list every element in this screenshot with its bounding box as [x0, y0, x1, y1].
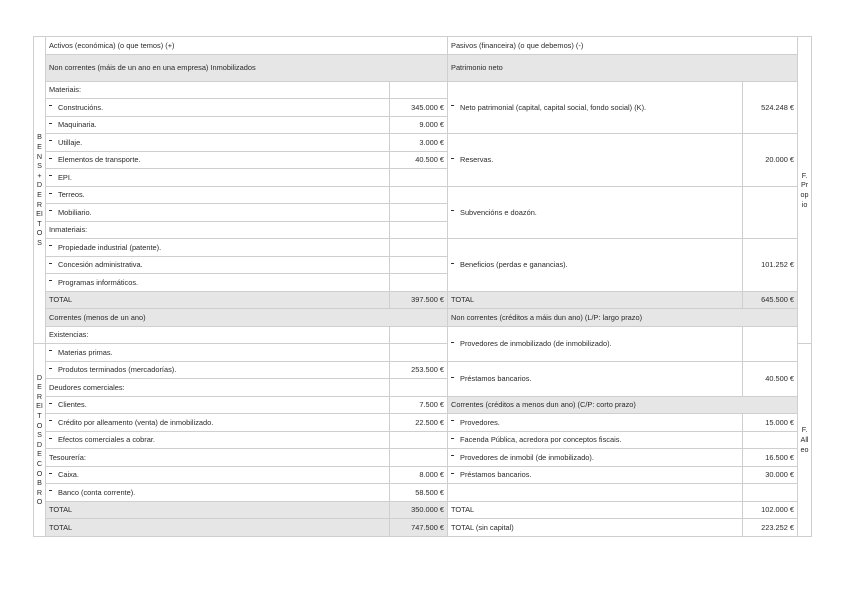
maquinaria-value: 9.000 € [390, 116, 448, 134]
total-pas-label: TOTAL [448, 501, 743, 519]
programas-label: Programas informáticos. [46, 274, 390, 292]
subvencions-value [743, 186, 798, 239]
provedores-inmob-value [743, 326, 798, 361]
materias-value [390, 344, 448, 362]
activo-correntes: Correntes (menos de un ano) [46, 309, 448, 327]
prestamos-lp-label: Préstamos bancarios. [448, 361, 743, 396]
concesion-label: Concesión administrativa. [46, 256, 390, 274]
total-label: TOTAL [46, 519, 390, 537]
pasivo-non-correntes: Non correntes (créditos a máis dun ano) (L/P: largo prazo) [448, 309, 798, 327]
produtos-label: Produtos terminados (mercadorías). [46, 361, 390, 379]
mobiliario-label: Mobiliario. [46, 204, 390, 222]
banco-label: Banco (conta corrente). [46, 484, 390, 502]
subvencions-label: Subvencións e doazón. [448, 186, 743, 239]
programas-value [390, 274, 448, 292]
side-label-right-bottom: F. Alleo [798, 344, 812, 537]
provedores-inmob-label: Provedores de inmobilizado (de inmobilizado). [448, 326, 743, 361]
efectos-value [390, 431, 448, 449]
banco-value: 58.500 € [390, 484, 448, 502]
maquinaria-label: Maquinaria. [46, 116, 390, 134]
propiedade-label: Propiedade industrial (patente). [46, 239, 390, 257]
epi-value [390, 169, 448, 187]
concesion-value [390, 256, 448, 274]
balance-sheet [33, 36, 811, 537]
reservas-value: 20.000 € [743, 134, 798, 187]
epi-label: EPI. [46, 169, 390, 187]
debedores-label: Deudores comerciales: [46, 379, 390, 397]
facenda-value [743, 431, 798, 449]
mobiliario-value [390, 204, 448, 222]
clientes-value: 7.500 € [390, 396, 448, 414]
propiedade-value [390, 239, 448, 257]
materias-label: Materias primas. [46, 344, 390, 362]
utillaje-label: Utillaje. [46, 134, 390, 152]
facenda-label: Facenda Pública, acredora por conceptos fiscais. [448, 431, 743, 449]
terreos-label: Terreos. [46, 186, 390, 204]
existencias-label: Existencias: [46, 326, 390, 344]
construcions-value: 345.000 € [390, 99, 448, 117]
provedores-inmob-cp-value: 16.500 € [743, 449, 798, 467]
side-label-left-top: BENS + DEREITOS [34, 37, 46, 344]
total-nc-value: 397.500 € [390, 291, 448, 309]
inmateriais-label: Inmateriais: [46, 221, 390, 239]
total-pn-label: TOTAL [448, 291, 743, 309]
balance-table [33, 36, 812, 537]
neto-value: 524.248 € [743, 81, 798, 134]
prestamos-lp-value: 40.500 € [743, 361, 798, 396]
elementos-value: 40.500 € [390, 151, 448, 169]
total-sin-label: TOTAL (sin capital) [448, 519, 743, 537]
elementos-label: Elementos de transporte. [46, 151, 390, 169]
prestamos-cp-value: 30.000 € [743, 466, 798, 484]
total-c-value: 350.000 € [390, 501, 448, 519]
credito-value: 22.500 € [390, 414, 448, 432]
activo-non-correntes: Non correntes (máis de un ano en una empresa) Inmobilizados [46, 54, 448, 81]
caixa-value: 8.000 € [390, 466, 448, 484]
total-pn-value: 645.500 € [743, 291, 798, 309]
total-nc-label: TOTAL [46, 291, 390, 309]
total-pas-value: 102.000 € [743, 501, 798, 519]
beneficios-value: 101.252 € [743, 239, 798, 292]
provedores-value: 15.000 € [743, 414, 798, 432]
provedores-inmob-cp-label: Provedores de inmobil (de inmobilizado). [448, 449, 743, 467]
side-label-left-bottom: DEREITOS DE COBRO [34, 344, 46, 537]
total-sin-value: 223.252 € [743, 519, 798, 537]
tesouraria-label: Tesourería: [46, 449, 390, 467]
prestamos-cp-label: Préstamos bancarios. [448, 466, 743, 484]
construcions-label: Construcións. [46, 99, 390, 117]
reservas-label: Reservas. [448, 134, 743, 187]
caixa-label: Caixa. [46, 466, 390, 484]
efectos-label: Efectos comerciales a cobrar. [46, 431, 390, 449]
total-value: 747.500 € [390, 519, 448, 537]
header-pasivos: Pasivos (financeira) (o que debemos) (-) [448, 37, 798, 55]
pasivo-patrimonio: Patrimonio neto [448, 54, 798, 81]
provedores-label: Provedores. [448, 414, 743, 432]
pasivo-correntes: Correntes (créditos a menos dun ano) (C/P: corto prazo) [448, 396, 798, 414]
beneficios-label: Beneficios (perdas e ganancias). [448, 239, 743, 292]
terreos-value [390, 186, 448, 204]
side-label-right-top: F. Propio [798, 37, 812, 344]
clientes-label: Clientes. [46, 396, 390, 414]
utillaje-value: 3.000 € [390, 134, 448, 152]
header-activos: Activos (económica) (o que temos) (+) [46, 37, 448, 55]
total-c-label: TOTAL [46, 501, 390, 519]
neto-label: Neto patrimonial (capital, capital social, fondo social) (K). [448, 81, 743, 134]
credito-label: Crédito por alleamento (venta) de inmobilizado. [46, 414, 390, 432]
materiais-label: Materiais: [46, 81, 390, 99]
produtos-value: 253.500 € [390, 361, 448, 379]
